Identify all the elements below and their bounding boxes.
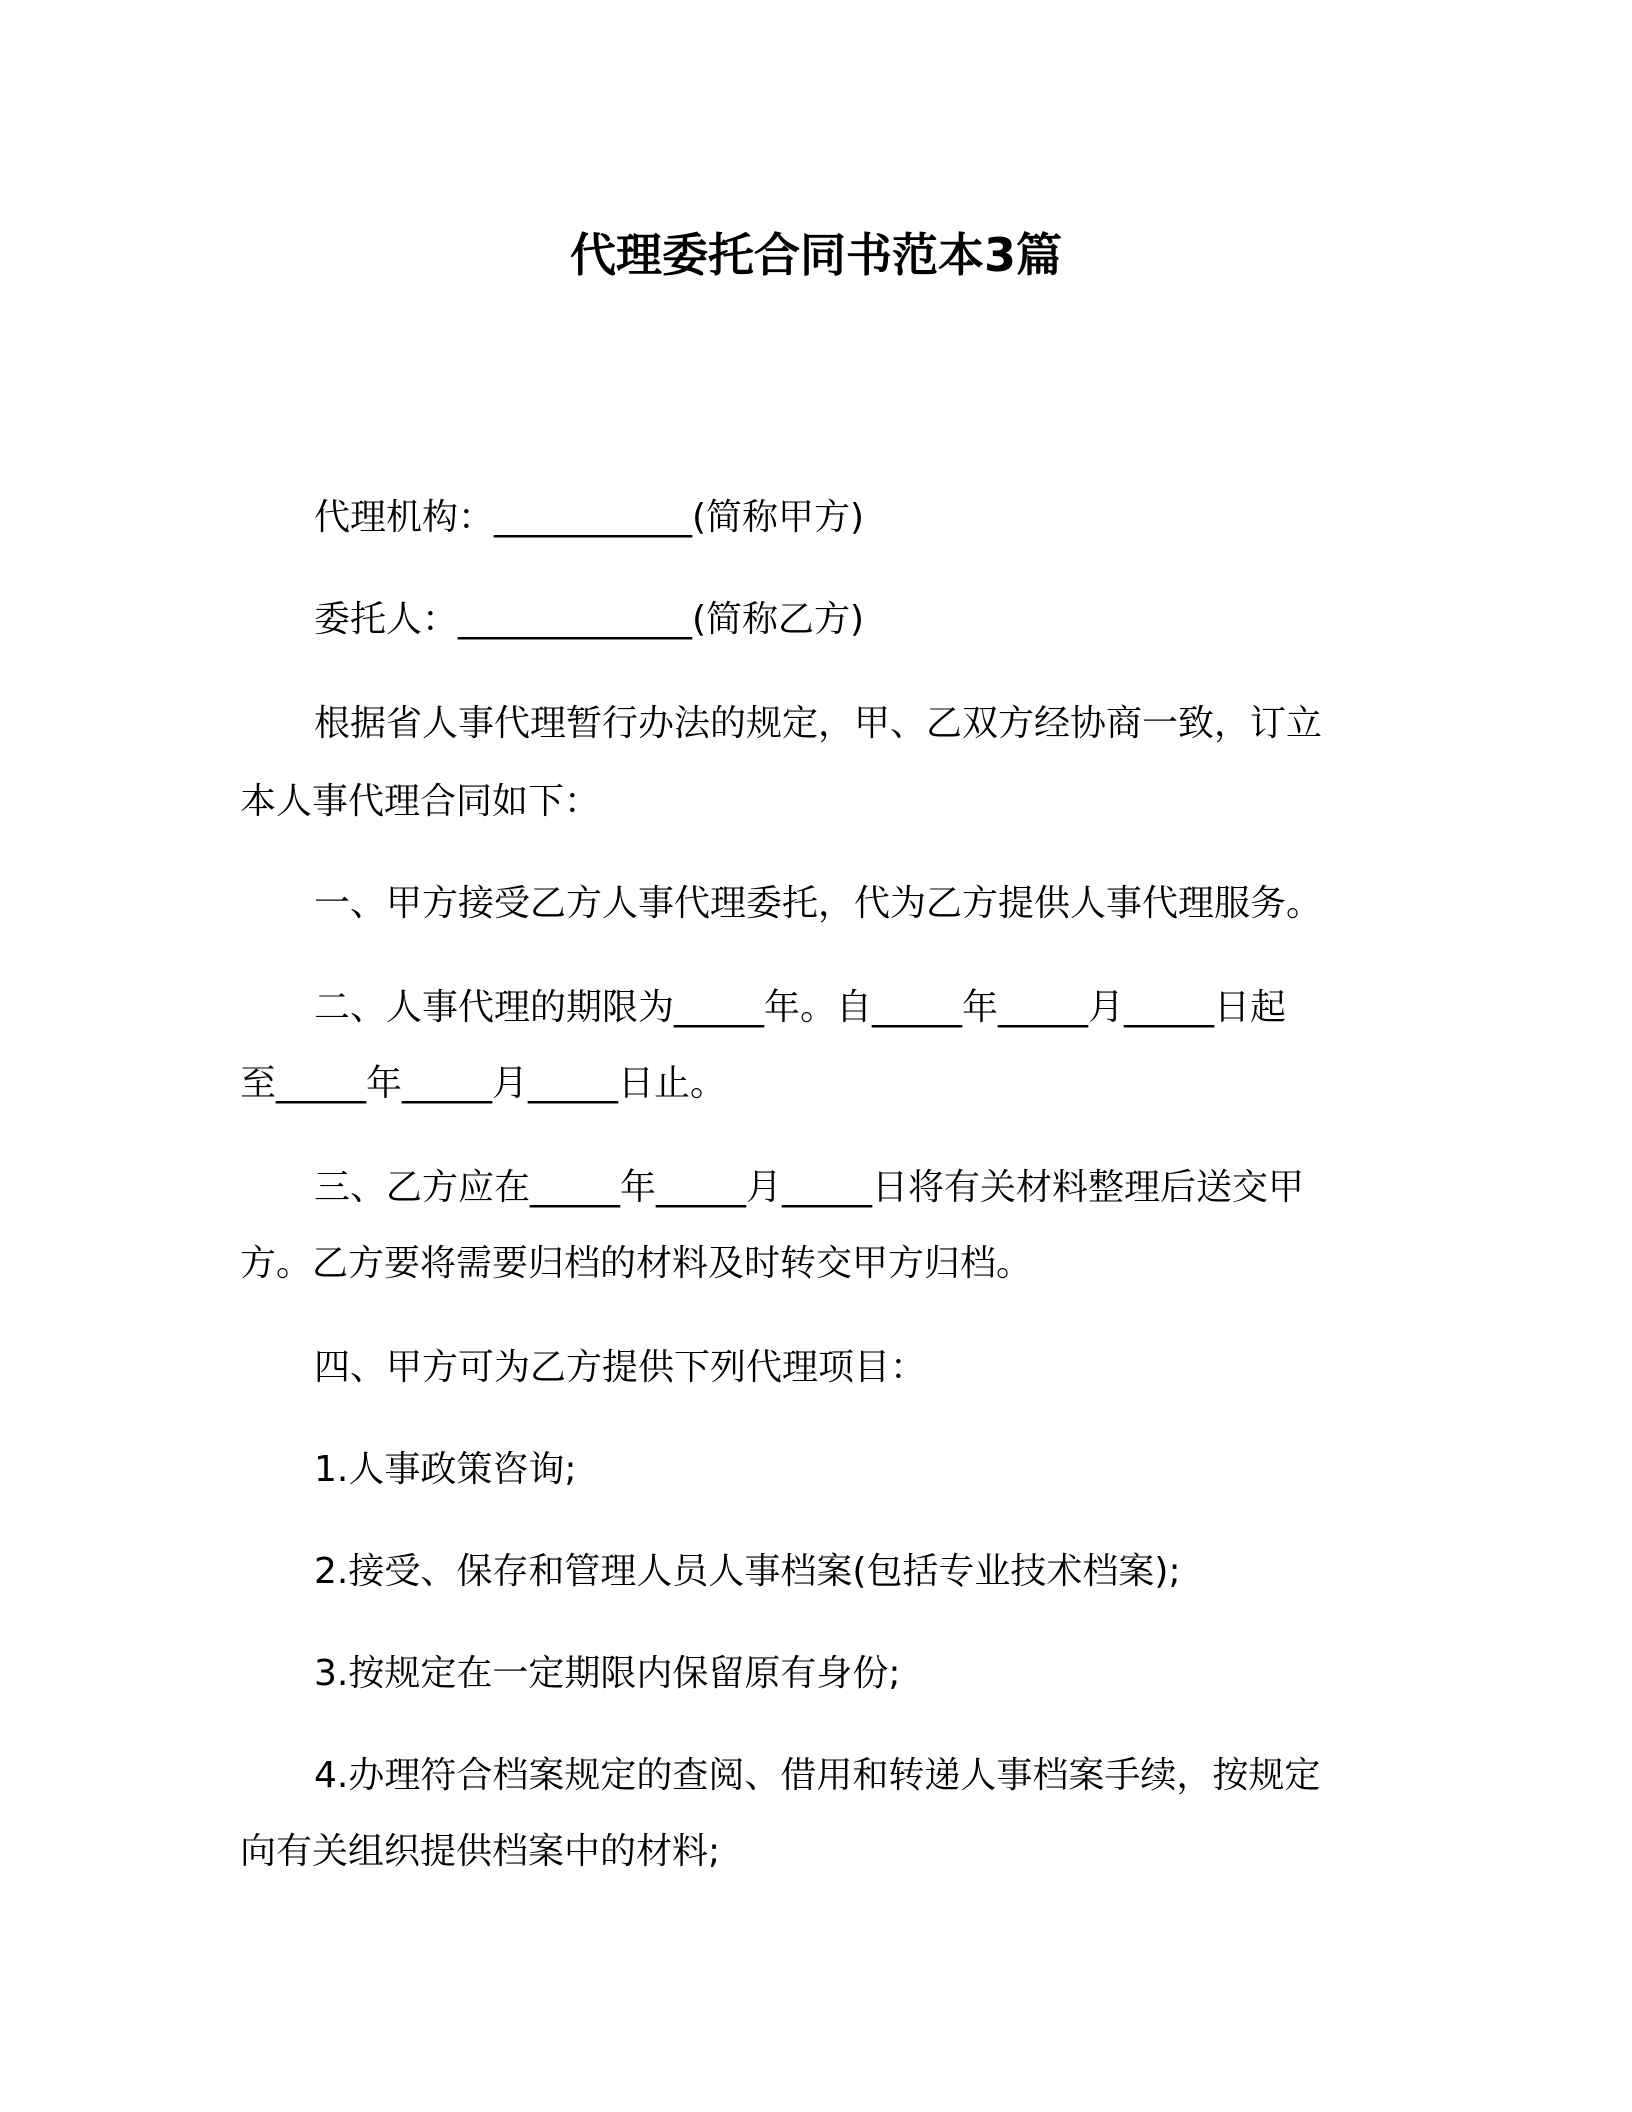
clause-1: 一、甲方接受乙方人事代理委托，代为乙方提供人事代理服务。 (314, 883, 1323, 924)
clause-2-line-1: 二、人事代理的期限为_____年。自_____年_____月_____日起 (314, 987, 1287, 1028)
item-2: 2.接受、保存和管理人员人事档案(包括专业技术档案); (314, 1551, 1181, 1592)
item-1: 1.人事政策咨询; (314, 1449, 577, 1490)
clause-2-line-2: 至_____年_____月_____日止。 (240, 1063, 727, 1104)
client-line: 委托人：_____________(简称乙方) (314, 599, 865, 640)
item-4-line-2: 向有关组织提供档案中的材料; (240, 1831, 721, 1872)
clause-3-line-2: 方。乙方要将需要归档的材料及时转交甲方归档。 (240, 1243, 1033, 1284)
item-3: 3.按规定在一定期限内保留原有身份; (314, 1653, 901, 1694)
clause-3-line-1: 三、乙方应在_____年_____月_____日将有关材料整理后送交甲 (314, 1167, 1305, 1208)
document-title: 代理委托合同书范本3篇 (569, 228, 1062, 282)
item-4-line-1: 4.办理符合档案规定的查阅、借用和转递人事档案手续，按规定 (314, 1755, 1321, 1796)
agency-line: 代理机构：___________(简称甲方) (314, 497, 865, 538)
intro-line-1: 根据省人事代理暂行办法的规定，甲、乙双方经协商一致，订立 (314, 703, 1323, 744)
intro-line-2: 本人事代理合同如下： (240, 781, 601, 822)
clause-4: 四、甲方可为乙方提供下列代理项目： (314, 1347, 927, 1388)
